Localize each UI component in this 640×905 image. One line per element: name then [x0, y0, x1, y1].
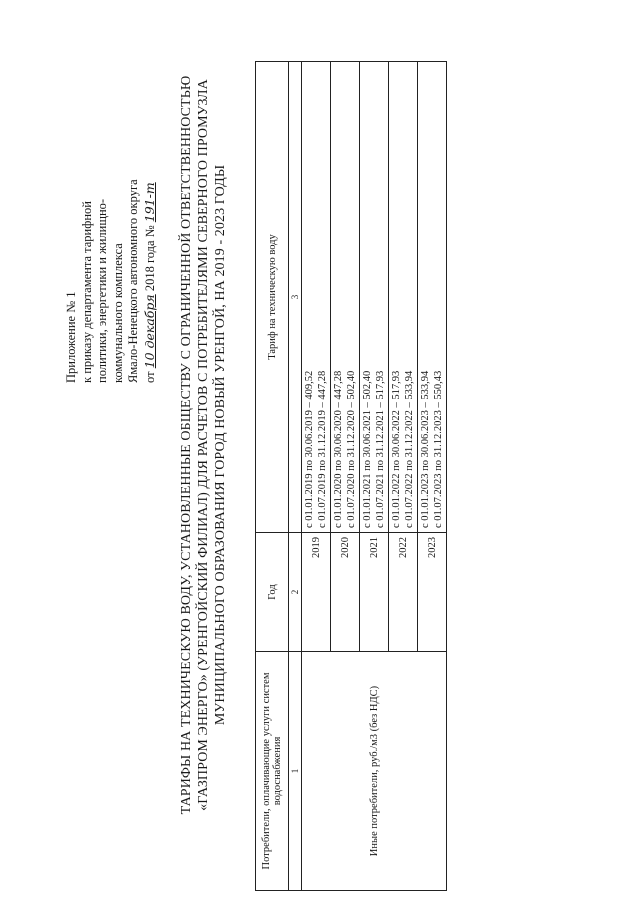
- date-year: 2018 года №: [142, 225, 157, 292]
- appendix-line-complex: коммунального комплекса: [110, 243, 125, 383]
- tariff-period-2: с 01.07.2023 по 31.12.2023 – 550,43: [433, 370, 444, 528]
- consumer-cell: Иные потребители, руб./м3 (без НДС): [302, 652, 447, 891]
- table-row: [302, 62, 331, 891]
- tariff-period-1: с 01.01.2019 по 30.06.2019 – 409,52: [304, 370, 315, 528]
- document-title: [178, 45, 229, 845]
- title-line-2: «ГАЗПРОМ ЭНЕРГО» (УРЕНГОЙСКИЙ ФИЛИАЛ) ДЛЯ РАСЧЕТОВ С ПОТРЕБИТЕЛЯМИ СЕВЕРНОГО ПРОМУЗЛА: [196, 79, 211, 811]
- title-line-1: ТАРИФЫ НА ТЕХНИЧЕСКУЮ ВОДУ, УСТАНОВЛЕННЫЕ ОБЩЕСТВУ С ОГРАНИЧЕННОЙ ОТВЕТСТВЕННОСТЬЮ: [179, 75, 194, 815]
- tariff-cell: [302, 62, 331, 533]
- tariff-cell: [331, 62, 360, 533]
- tariff-cell: [418, 62, 447, 533]
- tariff-period-2: с 01.07.2021 по 31.12.2021 – 517,93: [375, 370, 386, 528]
- tariff-period-1: с 01.01.2021 по 30.06.2021 – 502,40: [362, 370, 373, 528]
- year-cell: 2022: [389, 533, 418, 652]
- handwritten-order-number: 191-т: [141, 182, 157, 223]
- header-consumers: Потребители, оплачивающие услуги систем водоснабжения: [256, 652, 289, 891]
- tariff-period-1: с 01.01.2023 по 30.06.2023 – 533,94: [420, 370, 431, 528]
- index-cell-3: 3: [289, 62, 302, 533]
- table-header-row: [256, 62, 289, 891]
- year-cell: 2019: [302, 533, 331, 652]
- index-cell-2: 2: [289, 533, 302, 652]
- appendix-date-line: [142, 23, 159, 383]
- tariff-period-1: с 01.01.2022 по 30.06.2022 – 517,93: [391, 370, 402, 528]
- appendix-line-policy: политики, энергетики и жилищно-: [95, 198, 109, 383]
- header-year: Год: [256, 533, 289, 652]
- appendix-line-order: к приказу департамента тарифной: [79, 201, 94, 383]
- tariff-period-2: с 01.07.2022 по 31.12.2022 – 533,94: [404, 370, 415, 528]
- tariff-cell: [389, 62, 418, 533]
- header-tariff: Тариф на техническую воду: [256, 62, 289, 533]
- handwritten-date: 10 декабря: [141, 294, 157, 369]
- tariff-cell: [360, 62, 389, 533]
- year-cell: 2021: [360, 533, 389, 652]
- year-cell: 2023: [418, 533, 447, 652]
- tariff-table: [255, 61, 447, 891]
- index-cell-1: 1: [289, 652, 302, 891]
- year-cell: 2020: [331, 533, 360, 652]
- appendix-block: [64, 23, 158, 383]
- appendix-line-region: Ямало-Ненецкого автономного округа: [126, 179, 140, 383]
- tariff-period-2: с 01.07.2019 по 31.12.2019 – 447,28: [317, 370, 328, 528]
- appendix-number: Приложение № 1: [64, 291, 78, 383]
- table-index-row: [289, 62, 302, 891]
- tariff-period-2: с 01.07.2020 по 31.12.2020 – 502,40: [346, 370, 357, 528]
- title-line-3: МУНИЦИПАЛЬНОГО ОБРАЗОВАНИЯ ГОРОД НОВЫЙ УРЕНГОЙ, НА 2019 - 2023 ГОДЫ: [213, 164, 228, 726]
- tariff-period-1: с 01.01.2020 по 30.06.2020 – 447,28: [333, 370, 344, 528]
- date-prefix: от: [142, 371, 157, 383]
